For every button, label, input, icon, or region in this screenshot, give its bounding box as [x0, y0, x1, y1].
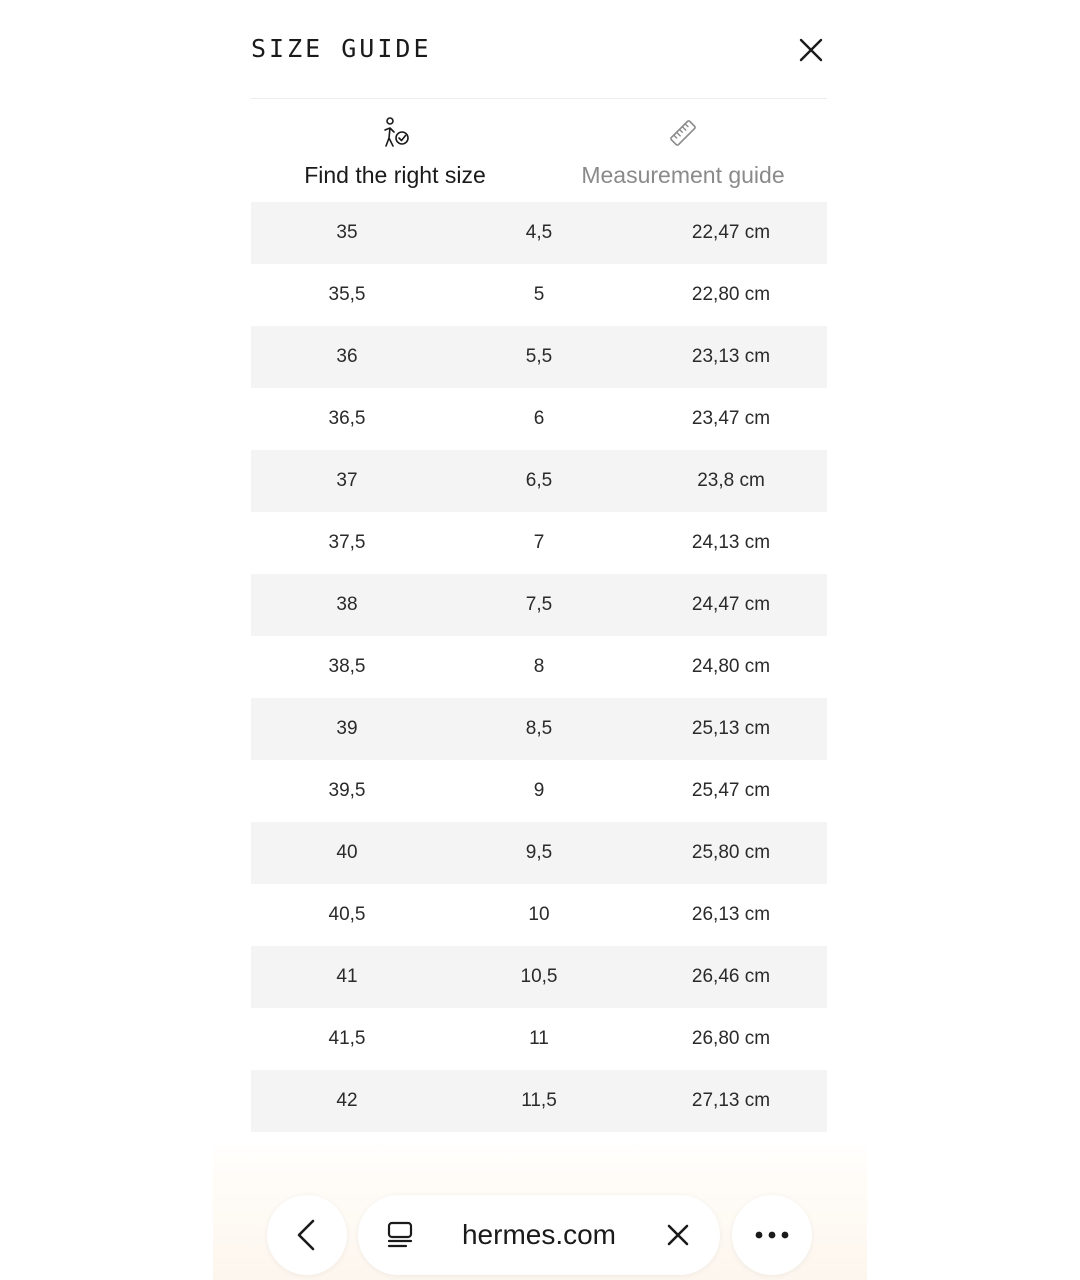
table-row [251, 822, 827, 884]
us-size-cell: 10 [528, 904, 550, 925]
us-size-cell: 10,5 [520, 966, 558, 987]
us-size-cell: 11 [529, 1028, 549, 1049]
foot-length-cell: 22,47 cm [691, 222, 771, 243]
address-bar[interactable] [358, 1195, 720, 1275]
table-row [251, 636, 827, 698]
table-row [251, 326, 827, 388]
us-size-cell: 6,5 [525, 470, 553, 491]
tabs-icon [382, 1217, 418, 1253]
eu-size-cell: 36 [336, 346, 358, 367]
clear-url-button[interactable] [660, 1217, 696, 1253]
us-size-cell: 9,5 [525, 842, 553, 863]
foot-length-cell: 26,80 cm [691, 1028, 771, 1049]
us-size-cell: 8,5 [525, 718, 553, 739]
table-row [251, 760, 827, 822]
foot-length-cell: 23,8 cm [697, 470, 765, 491]
tab-measurement-guide[interactable] [539, 112, 827, 211]
url-text: hermes.com [461, 1219, 617, 1250]
table-row [251, 202, 827, 264]
more-button[interactable] [732, 1195, 812, 1275]
table-row [251, 450, 827, 512]
us-size-cell: 11,5 [521, 1090, 557, 1111]
table-row [251, 946, 827, 1008]
foot-length-cell: 27,13 cm [691, 1090, 771, 1111]
close-icon [660, 1217, 696, 1253]
foot-length-cell: 26,13 cm [691, 904, 771, 925]
eu-size-cell: 38,5 [328, 656, 366, 677]
size-table [251, 202, 827, 1132]
us-size-cell: 5,5 [525, 346, 553, 367]
foot-length-cell: 25,80 cm [691, 842, 771, 863]
back-button[interactable] [267, 1195, 347, 1275]
browser-bottom-bar [213, 1168, 867, 1280]
foot-length-cell: 22,80 cm [691, 284, 771, 305]
eu-size-cell: 41 [336, 966, 358, 987]
close-icon [795, 34, 827, 66]
foot-length-cell: 23,13 cm [691, 346, 771, 367]
eu-size-cell: 35 [336, 222, 358, 243]
table-row [251, 512, 827, 574]
tab-bar [251, 112, 827, 211]
foot-length-cell: 24,80 cm [691, 656, 771, 677]
foot-length-cell: 23,47 cm [691, 408, 771, 429]
modal-title: SIZE GUIDE [251, 34, 432, 63]
us-size-cell: 6 [533, 408, 545, 429]
eu-size-cell: 40 [336, 842, 358, 863]
foot-length-cell: 25,13 cm [691, 718, 771, 739]
ruler-icon [666, 116, 700, 150]
eu-size-cell: 37 [336, 470, 358, 491]
person-check-icon [378, 116, 412, 150]
table-row [251, 264, 827, 326]
tab-label-find-right-size: Find the right size [304, 162, 486, 188]
eu-size-cell: 41,5 [328, 1028, 366, 1049]
eu-size-cell: 40,5 [328, 904, 366, 925]
table-row [251, 1008, 827, 1070]
us-size-cell: 7,5 [525, 594, 553, 615]
modal-header [251, 20, 827, 80]
browser-bar-fade [213, 1140, 867, 1170]
tab-label-measurement-guide: Measurement guide [581, 162, 785, 188]
eu-size-cell: 38 [336, 594, 358, 615]
us-size-cell: 5 [533, 284, 545, 305]
us-size-cell: 7 [533, 532, 545, 553]
close-button[interactable] [795, 34, 827, 66]
eu-size-cell: 36,5 [328, 408, 366, 429]
us-size-cell: 8 [533, 656, 545, 677]
tab-find-right-size[interactable] [251, 112, 539, 211]
foot-length-cell: 24,47 cm [691, 594, 771, 615]
table-row [251, 574, 827, 636]
us-size-cell: 9 [533, 780, 545, 801]
table-row [251, 388, 827, 450]
more-icon [732, 1195, 812, 1275]
foot-length-cell: 26,46 cm [691, 966, 771, 987]
table-row [251, 698, 827, 760]
eu-size-cell: 39,5 [328, 780, 366, 801]
header-divider [251, 98, 827, 99]
eu-size-cell: 42 [336, 1090, 358, 1111]
tabs-button[interactable] [382, 1217, 418, 1253]
table-row [251, 1070, 827, 1132]
table-row [251, 884, 827, 946]
foot-length-cell: 24,13 cm [691, 532, 771, 553]
eu-size-cell: 35,5 [328, 284, 366, 305]
chevron-left-icon [267, 1195, 347, 1275]
us-size-cell: 4,5 [525, 222, 553, 243]
eu-size-cell: 39 [336, 718, 358, 739]
foot-length-cell: 25,47 cm [691, 780, 771, 801]
eu-size-cell: 37,5 [328, 532, 366, 553]
